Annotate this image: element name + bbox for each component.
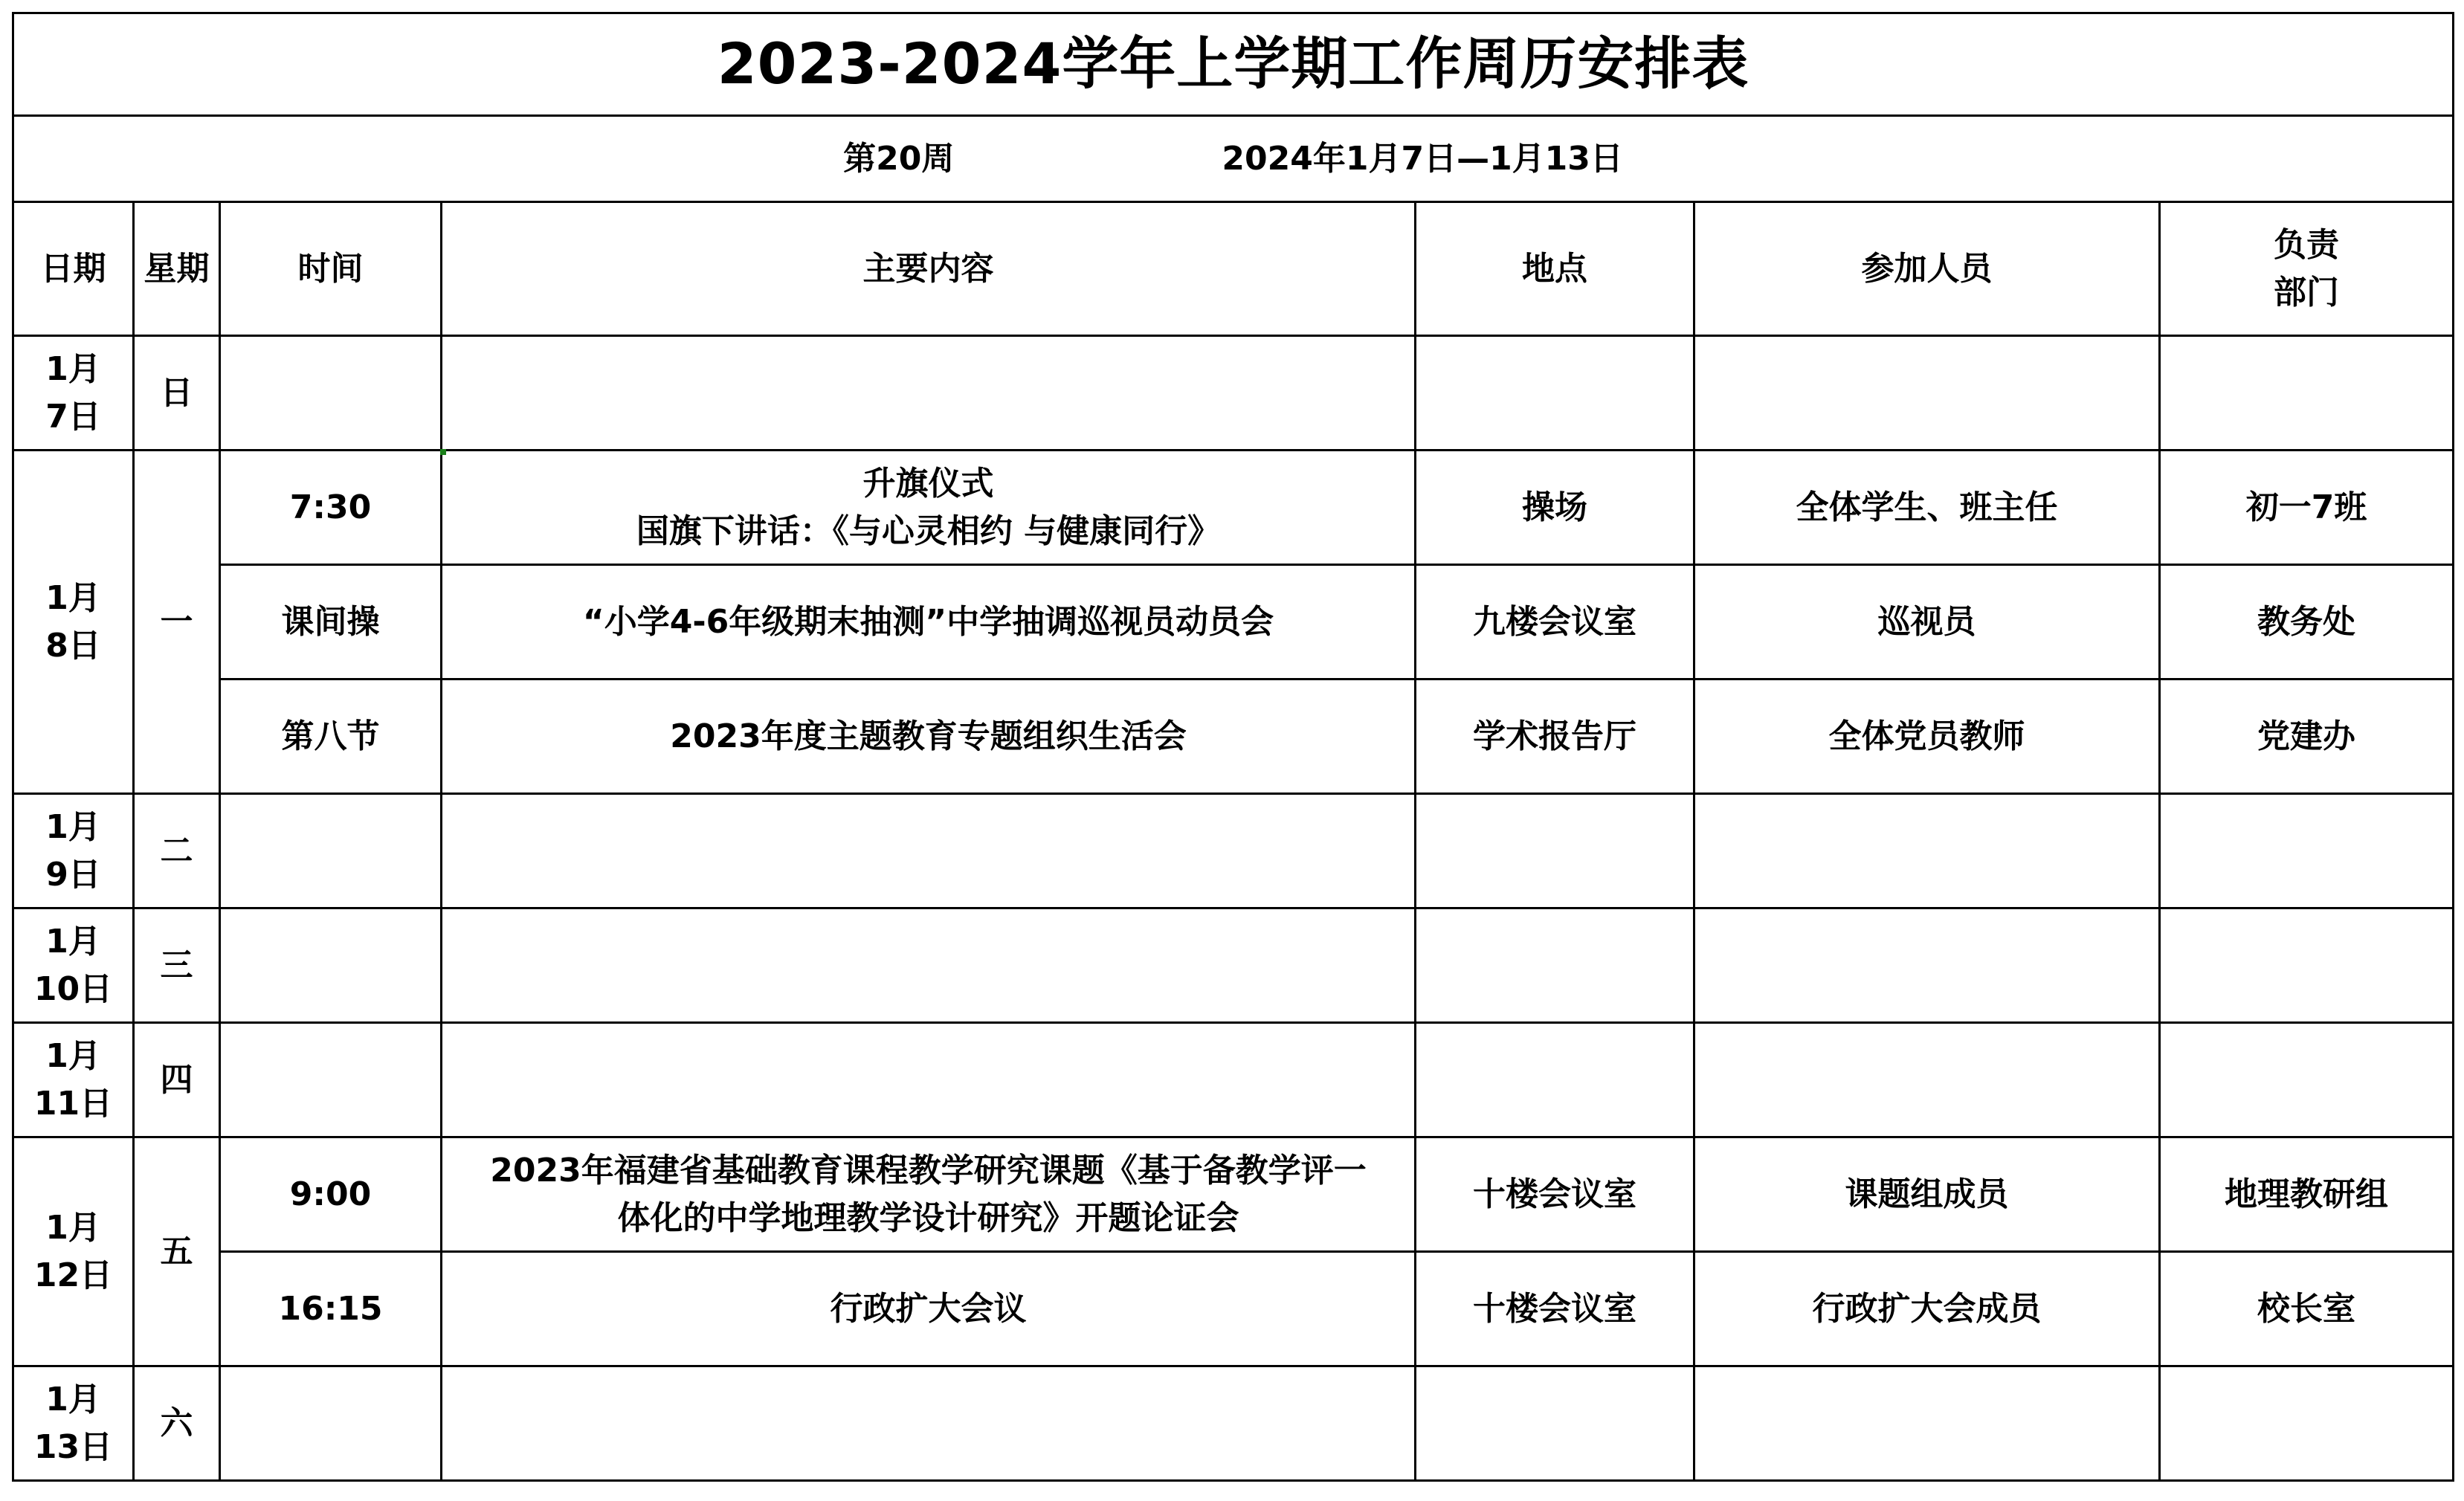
date-cell [13,1023,134,1137]
week-label: 第20周 [843,139,955,178]
date-cell [13,794,134,908]
content-line: 国旗下讲话：《与心灵相约 与健康同行》 [636,511,1221,550]
date-cell [13,1366,134,1481]
weekday-cell: 四 [134,1023,220,1137]
content-line: 升旗仪式 [862,464,994,503]
table-row [13,908,2454,1023]
participants-cell: 全体党员教师 [1694,680,2160,794]
department-cell: 党建办 [2160,680,2454,794]
weekday-cell: 五 [134,1137,220,1366]
date-month: 1月 [45,578,101,617]
date-cell [13,1137,134,1366]
header-department-line2: 部门 [2274,273,2340,312]
header-time: 时间 [220,202,442,336]
content-cell [442,336,1416,451]
location-cell: 十楼会议室 [1416,1252,1694,1366]
participants-cell: 行政扩大会成员 [1694,1252,2160,1366]
table-row [13,1137,2454,1252]
time-cell [220,908,442,1023]
time-cell [220,336,442,451]
content-line: 2023年福建省基础教育课程教学研究课题《基于备教学评一 [490,1151,1367,1189]
date-month: 1月 [45,1380,101,1418]
participants-cell [1694,336,2160,451]
time-cell: 9:00 [220,1137,442,1252]
header-participants: 参加人员 [1694,202,2160,336]
table-row [13,680,2454,794]
participants-cell [1694,908,2160,1023]
table-row [13,451,2454,565]
table-row [13,794,2454,908]
header-row [13,202,2454,336]
weekday-cell: 日 [134,336,220,451]
time-cell: 课间操 [220,565,442,680]
date-day: 8日 [45,626,101,665]
content-cell [442,451,1416,565]
time-cell: 16:15 [220,1252,442,1366]
time-cell [220,1366,442,1481]
cell-marker [440,449,446,455]
date-month: 1月 [45,922,101,961]
header-department [2160,202,2454,336]
location-cell [1416,336,1694,451]
header-weekday: 星期 [134,202,220,336]
participants-cell: 全体学生、班主任 [1694,451,2160,565]
content-cell [442,1366,1416,1481]
time-cell [220,794,442,908]
location-cell: 操场 [1416,451,1694,565]
weekday-cell: 二 [134,794,220,908]
content-cell [442,1023,1416,1137]
table-row [13,1366,2454,1481]
date-cell [13,908,134,1023]
schedule-title: 2023-2024学年上学期工作周历安排表 [13,13,2454,116]
weekday-cell: 三 [134,908,220,1023]
department-cell: 初一7班 [2160,451,2454,565]
department-cell [2160,908,2454,1023]
date-day: 12日 [33,1256,113,1294]
location-cell [1416,908,1694,1023]
content-line: 体化的中学地理教学设计研究》开题论证会 [617,1198,1239,1237]
header-content: 主要内容 [442,202,1416,336]
department-cell: 教务处 [2160,565,2454,680]
participants-cell: 巡视员 [1694,565,2160,680]
location-cell [1416,1023,1694,1137]
location-cell: 十楼会议室 [1416,1137,1694,1252]
participants-cell [1694,794,2160,908]
content-cell: 行政扩大会议 [442,1252,1416,1366]
header-date: 日期 [13,202,134,336]
weekday-cell: 六 [134,1366,220,1481]
department-cell: 校长室 [2160,1252,2454,1366]
content-cell: “小学4-6年级期末抽测”中学抽调巡视员动员会 [442,565,1416,680]
participants-cell [1694,1023,2160,1137]
location-cell [1416,1366,1694,1481]
date-day: 13日 [33,1427,113,1466]
weekly-schedule-table [12,12,2454,1482]
header-department-line1: 负责 [2274,225,2340,264]
date-day: 7日 [45,397,101,436]
title-row [13,13,2454,116]
schedule-sheet [12,12,2452,1479]
department-cell [2160,1023,2454,1137]
content-cell [442,1137,1416,1252]
weekday-cell: 一 [134,451,220,794]
header-location: 地点 [1416,202,1694,336]
table-row [13,1252,2454,1366]
content-cell: 2023年度主题教育专题组织生活会 [442,680,1416,794]
date-cell [13,336,134,451]
date-month: 1月 [45,1208,101,1247]
time-cell: 7:30 [220,451,442,565]
table-row [13,565,2454,680]
date-month: 1月 [45,349,101,388]
location-cell [1416,794,1694,908]
location-cell: 学术报告厅 [1416,680,1694,794]
department-cell [2160,1366,2454,1481]
department-cell [2160,794,2454,908]
participants-cell: 课题组成员 [1694,1137,2160,1252]
time-cell [220,1023,442,1137]
table-row [13,336,2454,451]
date-month: 1月 [45,1036,101,1075]
department-cell [2160,336,2454,451]
table-row [13,1023,2454,1137]
content-cell [442,908,1416,1023]
time-cell: 第八节 [220,680,442,794]
date-month: 1月 [45,807,101,846]
week-info [13,116,2454,202]
department-cell: 地理教研组 [2160,1137,2454,1252]
date-range: 2024年1月7日—1月13日 [1222,139,1623,178]
subtitle-row [13,116,2454,202]
date-day: 10日 [33,969,113,1008]
participants-cell [1694,1366,2160,1481]
date-cell [13,451,134,794]
location-cell: 九楼会议室 [1416,565,1694,680]
date-day: 9日 [45,855,101,894]
date-day: 11日 [33,1084,113,1123]
content-cell [442,794,1416,908]
